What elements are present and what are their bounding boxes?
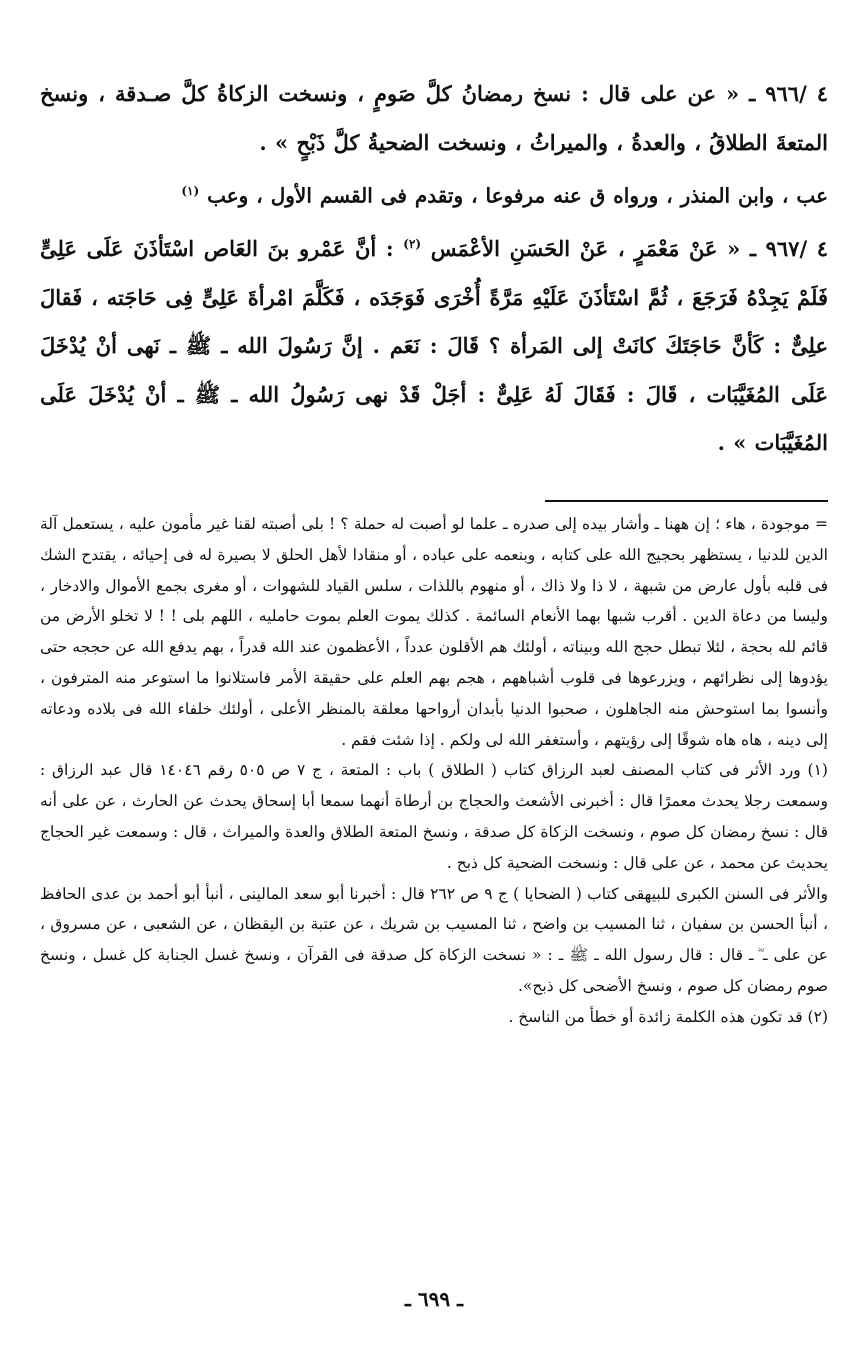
hadith-966-source <box>40 167 828 220</box>
footnote-1-part-b: والأثر فى السنن الكبرى للبيهقى كتاب ( الضحايا ) ج ٩ ص ٢٦٢ قال : أخبرنا أبو سعد المالينى ، أنبأ أبو أحمد بن عدى الحافظ ، أنبأ الحسن بن سفيان ، ثنا المسيب بن واضح ، ثنا المسيب بن شريك ، عن عتبة بن اليقظان ، عن الشعبى ، عن مسروق ، عن على ـ ؓ ـ قال : قال رسول الله ـ ﷺ ـ : « نسخت الزكاة كل صدقة فى القرآن ، ونسخ غسل الجنابة كل غسل ، ونسخ صوم رمضان كل صوم ، ونسخ الأضحى كل ذبح». <box>40 884 829 995</box>
hadith-966 <box>40 70 828 167</box>
hadith-967-text-a: « عَنْ مَعْمَرٍ ، عَنْ الحَسَنِ الأعْمَس <box>430 236 741 262</box>
footnote-2: (٢) قد تكون هذه الكلمة زائدة أو خطأ من الناسخ . <box>508 1007 828 1026</box>
footnote-continuation: = موجودة ، هاء ؛ إن ههنا ـ وأشار بيده إلى صدره ـ علما لو أصبت له حملة ؟ ! بلى أصبته لقنا غير مأمون عليه ، يستعمل آلة الدين للدنيا ، يستظهر بحجيج الله على كتابه ، وبنعمه على عباده ، أو منقادا لأهل الحلق لا بصيرة له فى إحيائه ، يقتدح الشك فى قلبه بأول عارض من شبهة ، لا ذا ولا ذاك ، أو منهوم باللذات ، سلس القياد للشهوات ، أو مغرى بجمع الأموال والادخار ، وليسا من دعاة الدين . أقرب شبها بهما الأنعام السائمة . كذلك يموت العلم بموت حامليه ، اللهم بلى ! ! لا تخلو الأرض من قائم لله بحجة ، لئلا تبطل حجج الله وبيناته ، أولئك هم الأقلون عدداً ، الأعظمون عند الله قدراً ، بهم يدفع الله عن حججه حتى يؤدوها إلى نظرائهم ، ويزرعوها فى قلوب أشباههم ، هجم بهم العلم على حقيقة الأمر فاستلانوا ما استوعر منه المترفون ، وأنسوا بما استوحش منه الجاهلون ، صحبوا الدنيا بأبدان أرواحها معلقة بالمنظر الأعلى ، أولئك خلفاء الله فى بلاده ودعاته إلى دينه ، هاه هاه شوقًا إلى رؤيتهم ، وأستغفر الله لى ولكم . إذا شئت فقم . <box>40 515 828 749</box>
main-text <box>40 70 828 468</box>
source-966-text: عب ، وابن المنذر ، ورواه ق عنه مرفوعا ، وتقدم فى القسم الأول ، وعب <box>207 183 828 208</box>
footnote-1-part-a: (١) ورد الأثر فى كتاب المصنف لعبد الرزاق كتاب ( الطلاق ) باب : المتعة ، ج ٧ ص ٥٠٥ رقم ١٤٠٤٦ قال عبد الرزاق : وسمعت رجلا يحدث معمرًا قال : أخبرنى الأشعث والحجاج بن أرطاة أنهما سمعا أبا إسحاق يحدث عن الحارث ، عن على أنه قال : نسخ رمضان كل صوم ، ونسخت الزكاة كل صدقة ، ونسخ المتعة الطلاق والعدة والميراث ، قال : وسمعت غير الحجاج يحديث عن محمد ، عن على قال : ونسخت الضحية كل ذبح . <box>40 761 828 872</box>
footnotes <box>40 509 828 1033</box>
hadith-967 <box>40 220 828 468</box>
page-number: ـ ٦٩٩ ـ <box>405 1287 463 1311</box>
hadith-967-number: ٤ /٩٦٧ ـ <box>749 236 829 262</box>
hadith-966-text: « عن على قال : نسخ رمضانُ كلَّ صَومٍ ، ونسخت الزكاةُ كلَّ صـدقة ، ونسخ المتعةَ الطلاقُ ، والعدةُ ، والميراثُ ، ونسخت الضحيةُ كلَّ ذَبْحٍ » . <box>40 81 828 155</box>
footnote-ref-1: (١) <box>181 184 200 198</box>
footnote-separator <box>545 500 828 502</box>
footnote-ref-2: (٢) <box>403 237 422 252</box>
hadith-967-text-b: : أنَّ عَمْرو بنَ العَاص اسْتَأذَنَ عَلَى عَلِىٍّ فَلَمْ يَجِدْهُ فَرَجَعَ ، ثُمَّ اسْتَأذَنَ عَلَيْهِ مَرَّةً أُخْرَى فَوَجَدَه ، فَكَلَّمَ امْرأةَ عَلِىٍّ فِى حَاجَته ، فَقالَ علِىٌّ : كَأنَّ حَاجَتَكَ كانَتْ إلى المَرأة ؟ قَالَ : نَعَم . إنَّ رَسُولَ الله ـ ﷺ ـ نَهى أنْ يُدْخَلَ عَلَى المُغَيَّبَات ، قَالَ : فَقَالَ لَهُ عَلِىٌّ : أجَلْ قَدْ نهى رَسُولُ الله ـ ﷺ ـ أنْ يُدْخَلَ عَلَى المُغَيَّبَات » . <box>40 236 828 456</box>
hadith-966-number: ٤ /٩٦٦ ـ <box>749 81 829 106</box>
